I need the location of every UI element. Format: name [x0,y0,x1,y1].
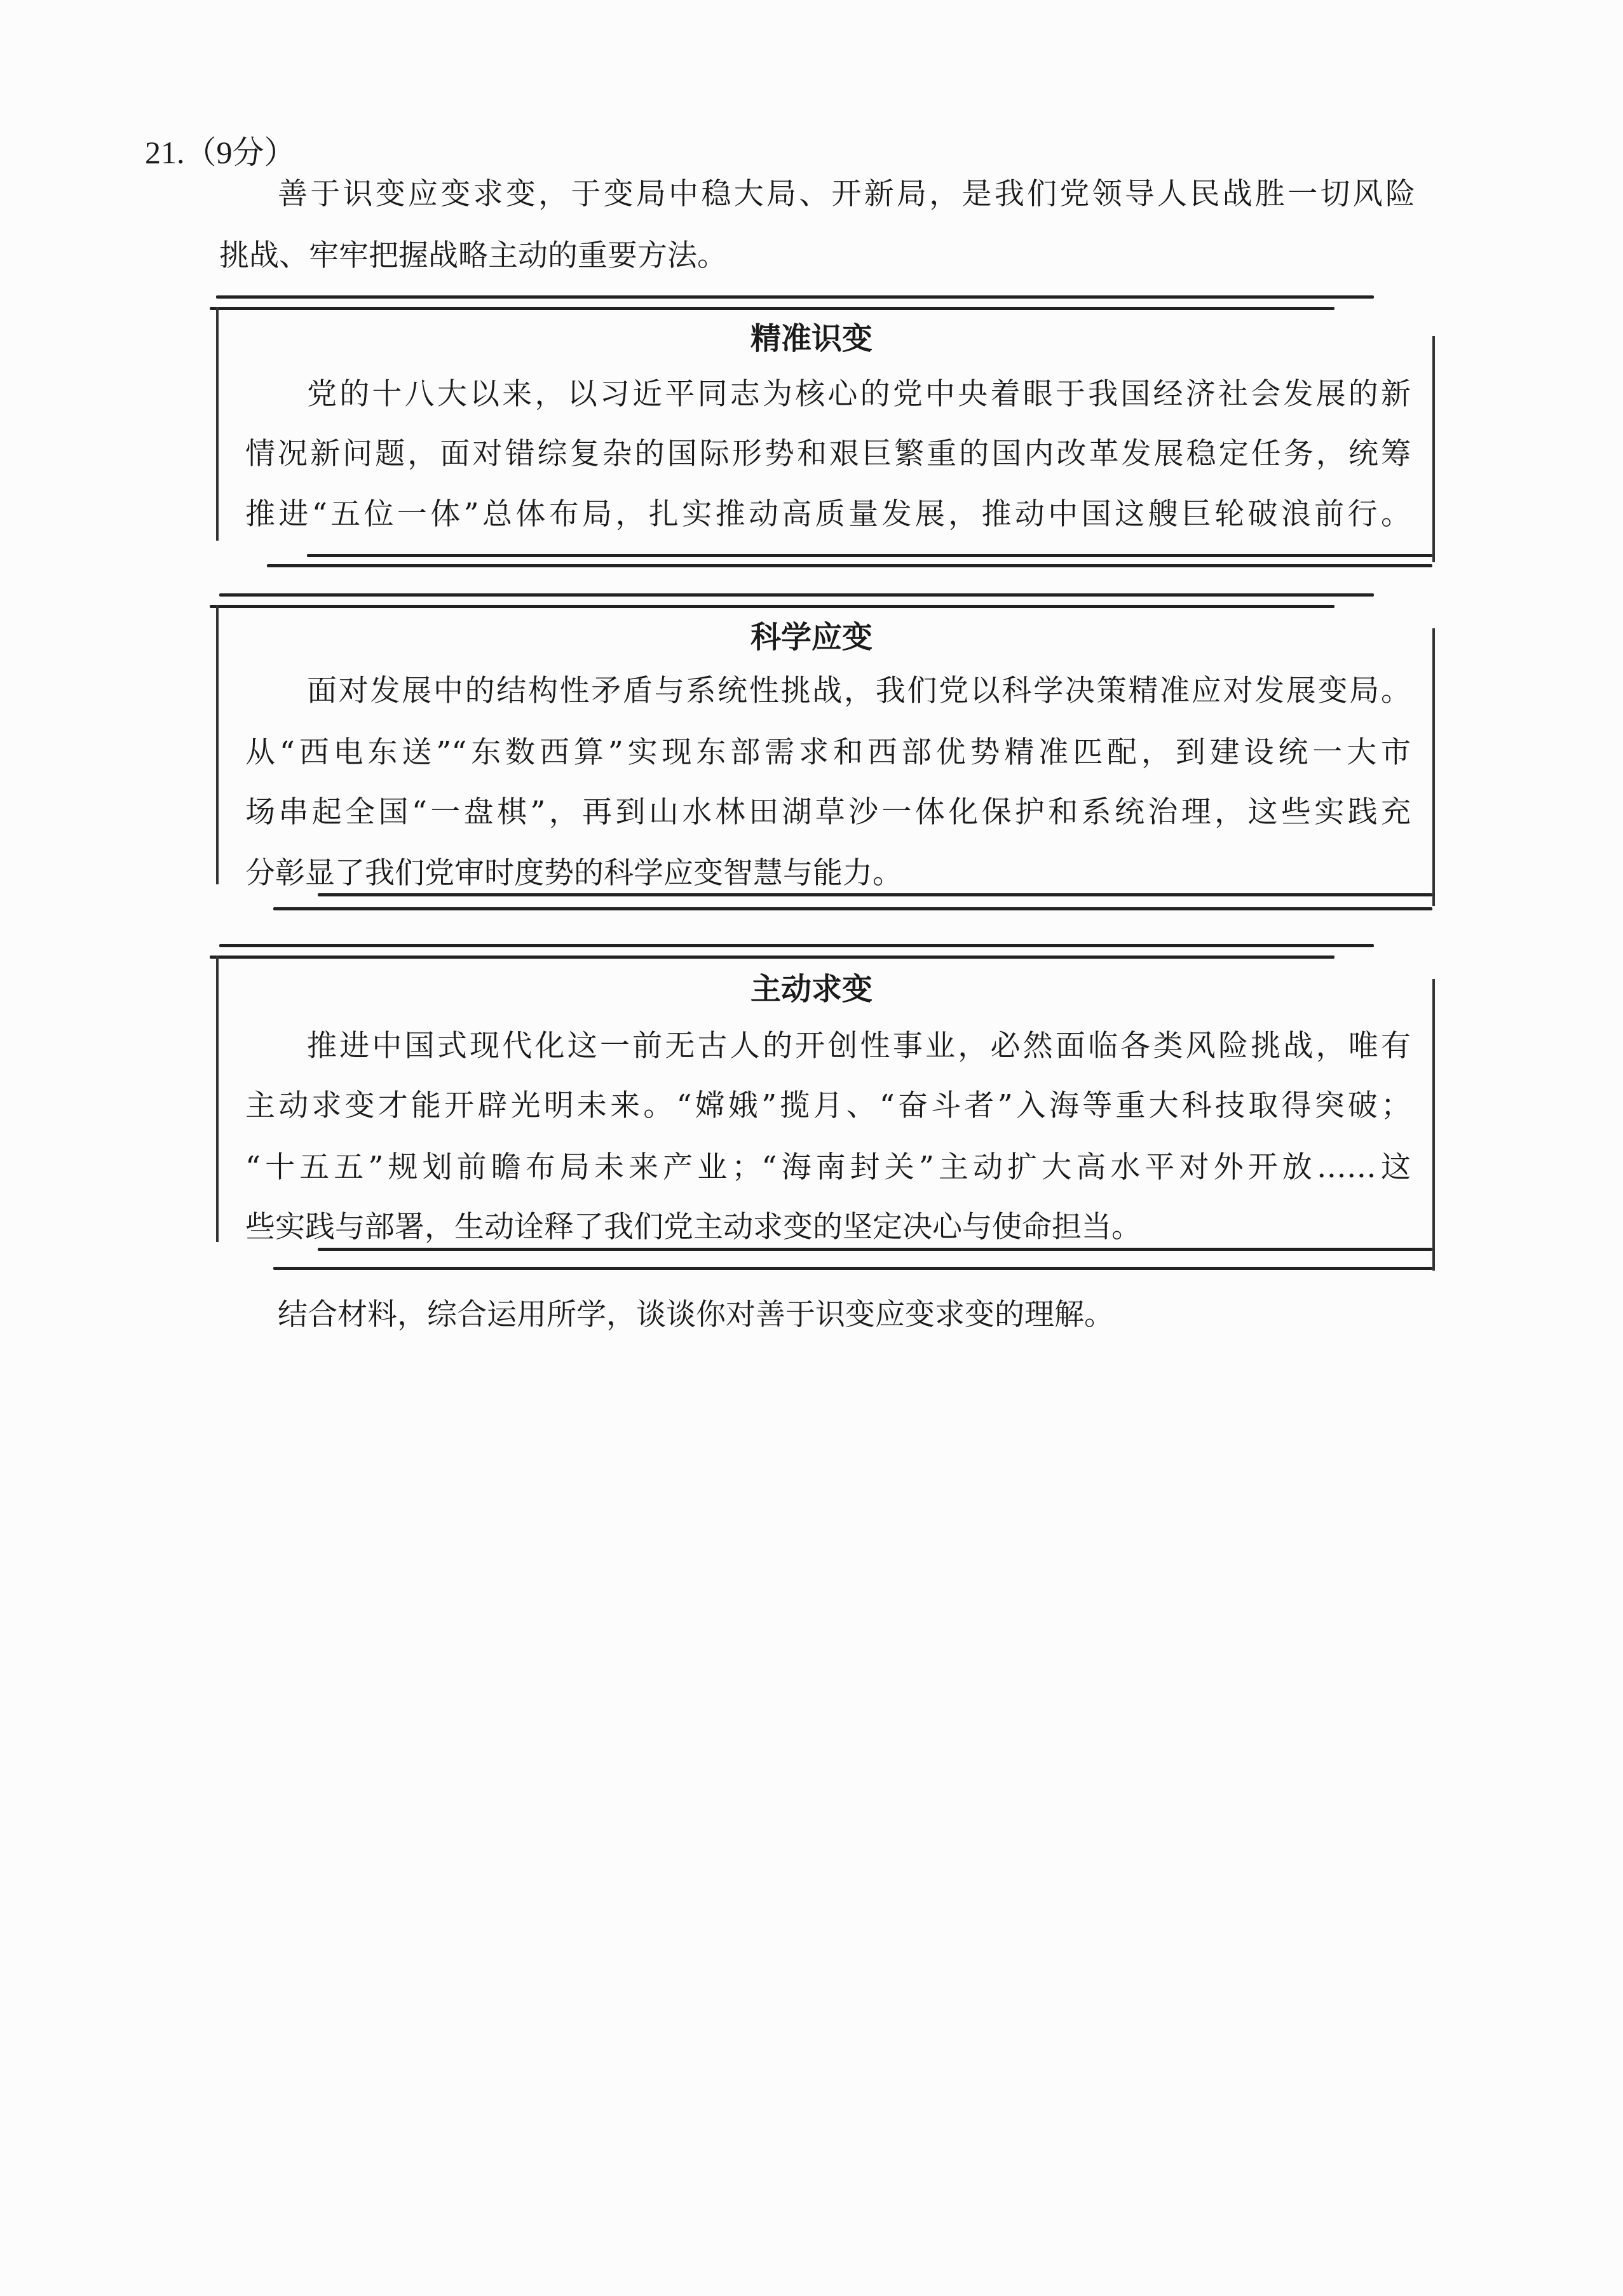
intro-line-1: 善于识变应变求变，于变局中稳大局、开新局，是我们党领导人民战胜一切风险 [278,177,1415,212]
question-score: （9分） [184,135,296,170]
box-border [210,956,1334,959]
material-line: 党的十八大以来，以习近平同志为核心的党中央着眼于我国经济社会发展的新 [307,377,1411,412]
box-border [318,893,1432,896]
material-line: 推进“五位一体”总体布局，扎实推动高质量发展，推动中国这艘巨轮破浪前行。 [245,497,1411,532]
box-border [318,1248,1432,1251]
material-line: 从“西电东送”“东数西算”实现东部需求和西部优势精准匹配，到建设统一大市 [245,735,1411,770]
box-border [219,944,1374,947]
box-border [1432,336,1435,562]
material-line: 分彰显了我们党审时度势的科学应变智慧与能力。 [245,856,902,891]
box-border [273,1267,1432,1270]
box-border [219,593,1374,597]
material-line: 情况新问题，面对错综复杂的国际形势和艰巨繁重的国内改革发展稳定任务，统筹 [245,436,1411,471]
material-line: “十五五”规划前瞻布局未来产业；“海南封关”主动扩大高水平对外开放……这 [245,1150,1411,1185]
material-title: 精准识变 [750,321,873,356]
box-border [273,907,1432,910]
box-border [216,295,1374,299]
material-line: 面对发展中的结构性矛盾与系统性挑战，我们党以科学决策精准应对发展变局。 [307,673,1411,708]
box-border [210,307,1334,310]
material-title: 科学应变 [750,619,873,655]
question-prompt: 结合材料，综合运用所学，谈谈你对善于识变应变求变的理解。 [278,1297,1114,1332]
box-border [1432,979,1435,1271]
intro-line-2: 挑战、牢牢把握战略主动的重要方法。 [219,238,727,273]
box-border [210,605,1334,608]
box-border [267,564,1432,567]
question-number [145,127,296,173]
material-line: 推进中国式现代化这一前无古人的开创性事业，必然面临各类风险挑战，唯有 [307,1029,1411,1064]
question-number-label: 21. [145,135,185,170]
box-border [1432,628,1435,906]
material-line: 场串起全国“一盘棋”，再到山水林田湖草沙一体化保护和系统治理，这些实践充 [245,795,1411,830]
material-title: 主动求变 [750,971,873,1007]
box-border [307,554,1432,557]
material-line: 主动求变才能开辟光明未来。“嫦娥”揽月、“奋斗者”入海等重大科技取得突破； [245,1088,1411,1123]
material-line: 些实践与部署，生动诠释了我们党主动求变的坚定决心与使命担当。 [245,1210,1141,1245]
